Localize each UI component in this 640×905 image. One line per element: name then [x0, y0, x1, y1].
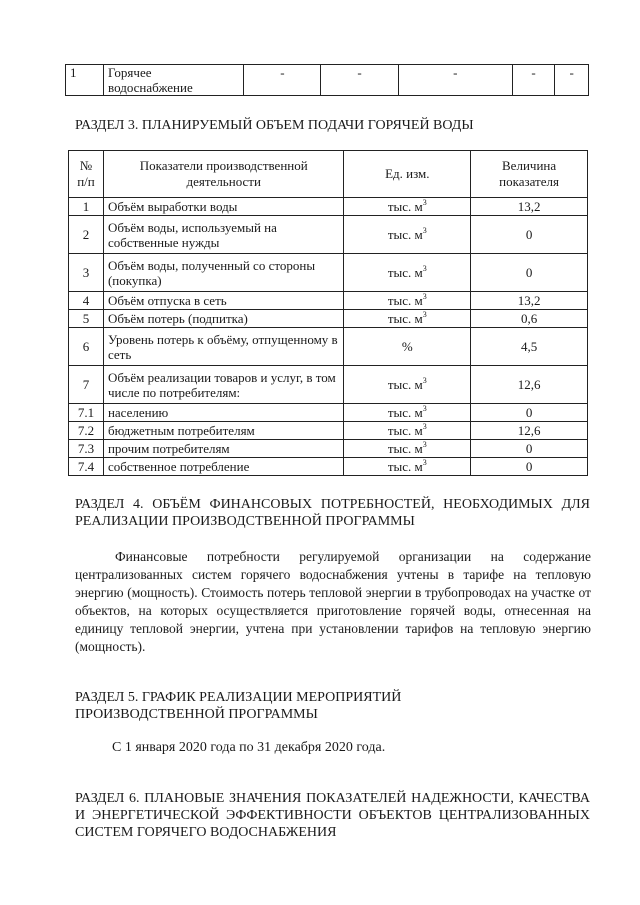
header-indicator: Показатели производственной деятельности: [103, 151, 344, 198]
row-unit: [344, 254, 471, 292]
row-unit: [344, 404, 471, 422]
row-indicator: Объём реализации товаров и услуг, в том числе по потребителям:: [103, 366, 344, 404]
row-unit: [344, 458, 471, 476]
table-row: [69, 292, 588, 310]
row-value: 4,5: [471, 328, 588, 366]
table-row: [69, 328, 588, 366]
row-indicator: прочим потребителям: [103, 440, 344, 458]
table-header-row: [69, 151, 588, 198]
cell-value: -: [244, 65, 321, 96]
unit-superscript: 3: [422, 264, 427, 273]
table-row: [69, 254, 588, 292]
unit-text: тыс. м: [387, 227, 423, 242]
row-indicator: населению: [103, 404, 344, 422]
unit-text: тыс. м: [387, 199, 423, 214]
section4-title: РАЗДЕЛ 4. ОБЪЁМ ФИНАНСОВЫХ ПОТРЕБНОСТЕЙ, НЕОБХОДИМЫХ ДЛЯ РЕАЛИЗАЦИИ ПРОИЗВОДСТВЕННОЙ ПРОГРАММЫ: [75, 497, 590, 529]
section5-title: РАЗДЕЛ 5. ГРАФИК РЕАЛИЗАЦИИ МЕРОПРИЯТИЙ ПРОИЗВОДСТВЕННОЙ ПРОГРАММЫ: [75, 690, 402, 722]
unit-superscript: 3: [422, 422, 427, 431]
row-number: 3: [69, 254, 104, 292]
row-indicator: Объём выработки воды: [103, 198, 344, 216]
row-number: 5: [69, 310, 104, 328]
row-unit: [344, 216, 471, 254]
section6-title: РАЗДЕЛ 6. ПЛАНОВЫЕ ЗНАЧЕНИЯ ПОКАЗАТЕЛЕЙ НАДЕЖНОСТИ, КАЧЕСТВА И ЭНЕРГЕТИЧЕСКОЙ ЭФФЕКТИВНОСТИ ОБЪЕКТОВ ЦЕНТРАЛИЗОВАННЫХ СИСТЕМ ГОРЯЧЕГО ВОДОСНАБЖЕНИЯ: [75, 791, 590, 840]
table-row: [69, 458, 588, 476]
row-number: 7.1: [69, 404, 104, 422]
table-body: [69, 198, 588, 476]
production-indicators-table: [68, 150, 588, 476]
table-row: [69, 440, 588, 458]
row-number: 1: [69, 198, 104, 216]
row-indicator: собственное потребление: [103, 458, 344, 476]
row-indicator: Объём воды, полученный со стороны (покупка): [103, 254, 344, 292]
unit-text: тыс. м: [387, 265, 423, 280]
row-value: 0: [471, 216, 588, 254]
unit-text: тыс. м: [387, 459, 423, 474]
row-number: 4: [69, 292, 104, 310]
section5-text: С 1 января 2020 года по 31 декабря 2020 года.: [112, 740, 386, 755]
top-table: [65, 64, 589, 96]
row-unit: [344, 366, 471, 404]
unit-superscript: 3: [422, 310, 427, 319]
row-indicator: бюджетным потребителям: [103, 422, 344, 440]
row-value: 13,2: [471, 198, 588, 216]
table-row: [69, 404, 588, 422]
unit-text: тыс. м: [387, 405, 423, 420]
row-value: 0: [471, 404, 588, 422]
header-unit: Ед. изм.: [344, 151, 471, 198]
header-value: Величина показателя: [471, 151, 588, 198]
row-unit: [344, 328, 471, 366]
row-unit: [344, 440, 471, 458]
row-indicator: Объём воды, используемый на собственные нужды: [103, 216, 344, 254]
row-indicator: Объём потерь (подпитка): [103, 310, 344, 328]
cell-value: -: [398, 65, 512, 96]
unit-superscript: 3: [422, 198, 427, 207]
header-num: № п/п: [69, 151, 104, 198]
row-value: 12,6: [471, 366, 588, 404]
unit-superscript: 3: [422, 376, 427, 385]
row-number: 7.2: [69, 422, 104, 440]
unit-text: тыс. м: [387, 423, 423, 438]
unit-text: тыс. м: [387, 441, 423, 456]
row-number: 7: [69, 366, 104, 404]
row-unit: [344, 310, 471, 328]
unit-superscript: 3: [422, 458, 427, 467]
unit-superscript: 3: [422, 404, 427, 413]
table-row: [69, 422, 588, 440]
row-value: 0: [471, 458, 588, 476]
table-row: [69, 366, 588, 404]
cell-value: -: [555, 65, 589, 96]
row-value: 13,2: [471, 292, 588, 310]
section3-title: РАЗДЕЛ 3. ПЛАНИРУЕМЫЙ ОБЪЕМ ПОДАЧИ ГОРЯЧЕЙ ВОДЫ: [75, 118, 474, 133]
row-unit: [344, 422, 471, 440]
row-number: 1: [66, 65, 104, 96]
row-value: 0: [471, 254, 588, 292]
row-indicator: Объём отпуска в сеть: [103, 292, 344, 310]
unit-text: тыс. м: [387, 293, 423, 308]
unit-superscript: 3: [422, 226, 427, 235]
unit-superscript: 3: [422, 292, 427, 301]
unit-text: %: [401, 339, 413, 354]
unit-superscript: 3: [422, 440, 427, 449]
cell-value: -: [321, 65, 398, 96]
row-number: 7.3: [69, 440, 104, 458]
table-row: [69, 216, 588, 254]
row-unit: [344, 198, 471, 216]
unit-text: тыс. м: [387, 377, 423, 392]
unit-text: тыс. м: [387, 311, 423, 326]
row-number: 7.4: [69, 458, 104, 476]
row-unit: [344, 292, 471, 310]
table-row: [69, 310, 588, 328]
row-value: 0: [471, 440, 588, 458]
row-value: 12,6: [471, 422, 588, 440]
row-value: 0,6: [471, 310, 588, 328]
table-row: [69, 198, 588, 216]
row-indicator: Уровень потерь к объёму, отпущенному в сеть: [103, 328, 344, 366]
cell-value: -: [512, 65, 554, 96]
section4-text: Финансовые потребности регулируемой организации на содержание централизованных систем горячего водоснабжения учтены в тарифе на тепловую энергию (мощность). Стоимость потерь тепловой энергии в трубопроводах на участке от объектов, на которых осуществляется приготовление горячей воды, отнесенная на единицу тепловой энергии, учтена при установлении тарифов на тепловую энергию (мощность).: [75, 549, 591, 654]
row-number: 2: [69, 216, 104, 254]
table-row: [66, 65, 589, 96]
row-number: 6: [69, 328, 104, 366]
row-name: Горячее водоснабжение: [104, 65, 244, 96]
